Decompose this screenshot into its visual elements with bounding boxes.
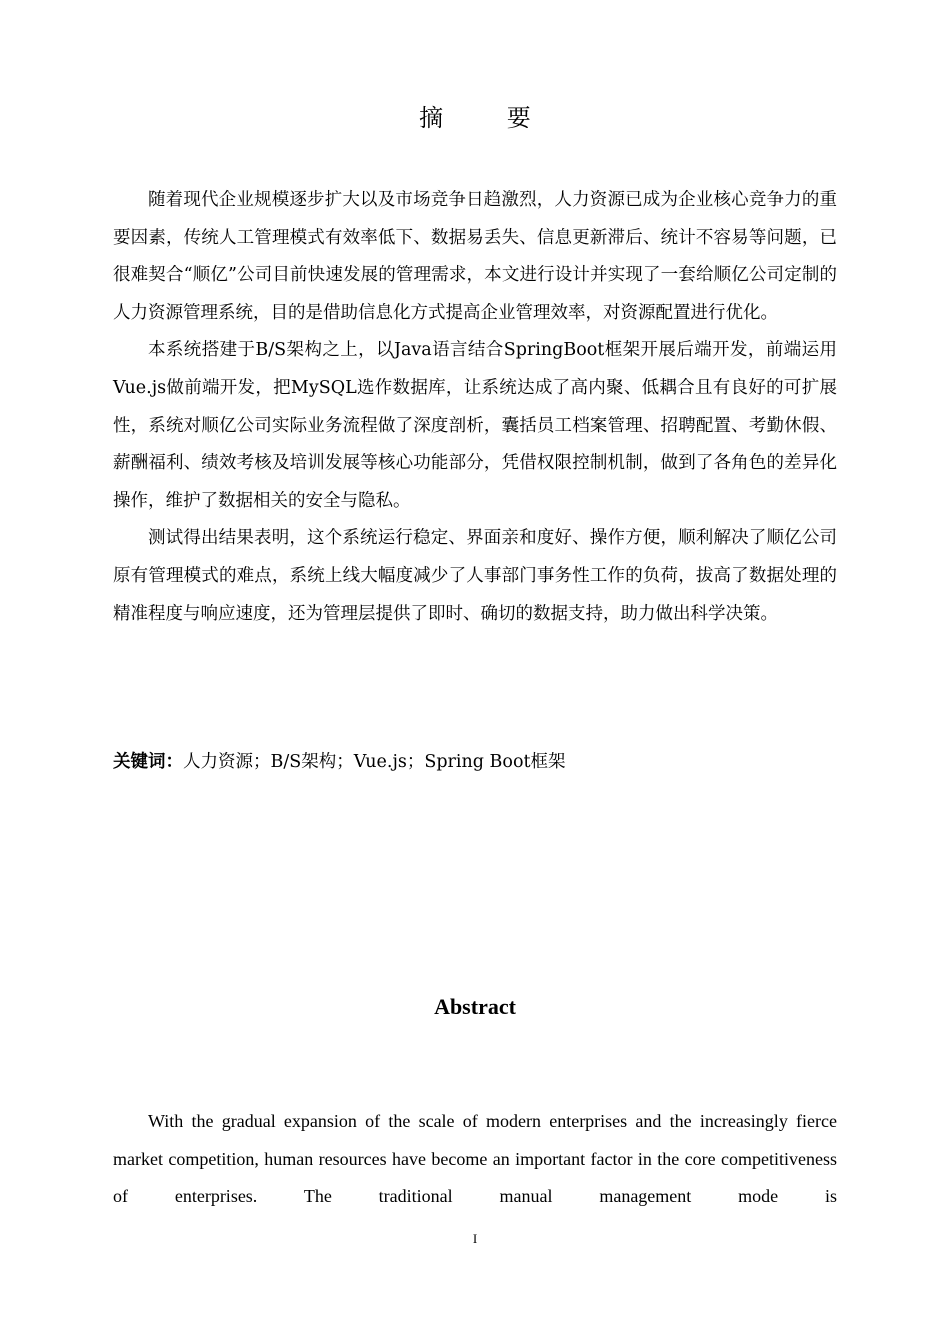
page-number: I — [472, 1231, 478, 1246]
keywords-text: 人力资源；B/S架构；Vue.js；Spring Boot框架 — [183, 752, 566, 772]
english-abstract-body — [113, 1103, 837, 1221]
keywords-label: 关键词： — [113, 752, 183, 772]
chinese-abstract-paragraph: 本系统搭建于B/S架构之上，以Java语言结合SpringBoot框架开展后端开发，前端运用Vue.js做前端开发，把MySQL选作数据库，让系统达成了高内聚、低耦合且有良好的可扩展性，系统对顺亿公司实际业务流程做了深度剖析，囊括员工档案管理、招聘配置、考勤休假、薪酬福利、绩效考核及培训发展等核心功能部分，凭借权限控制机制，做到了各角色的差异化操作，维护了数据相关的安全与隐私。 — [113, 340, 837, 511]
chinese-keywords — [113, 744, 837, 780]
chinese-abstract-title: 摘 要 — [419, 104, 559, 132]
english-abstract-title: Abstract — [434, 994, 516, 1019]
chinese-abstract-paragraph: 测试得出结果表明，这个系统运行稳定、界面亲和度好、操作方便，顺利解决了顺亿公司原有管理模式的难点，系统上线大幅度减少了人事部门事务性工作的负荷，拔高了数据处理的精准程度与响应速度，还为管理层提供了即时、确切的数据支持，助力做出科学决策。 — [113, 528, 837, 624]
chinese-abstract-body — [113, 182, 837, 633]
english-abstract-paragraph: With the gradual expansion of the scale of modern enterprises and the increasingly fierce market competition, human resources have become an important factor in the core competitiveness of enterprises. The traditional manual management mode is — [113, 1111, 837, 1206]
chinese-abstract-paragraph: 随着现代企业规模逐步扩大以及市场竞争日趋激烈，人力资源已成为企业核心竞争力的重要因素，传统人工管理模式有效率低下、数据易丢失、信息更新滞后、统计不容易等问题，已很难契合“顺亿”公司目前快速发展的管理需求，本文进行设计并实现了一套给顺亿公司定制的人力资源管理系统，目的是借助信息化方式提高企业管理效率，对资源配置进行优化。 — [113, 190, 837, 323]
